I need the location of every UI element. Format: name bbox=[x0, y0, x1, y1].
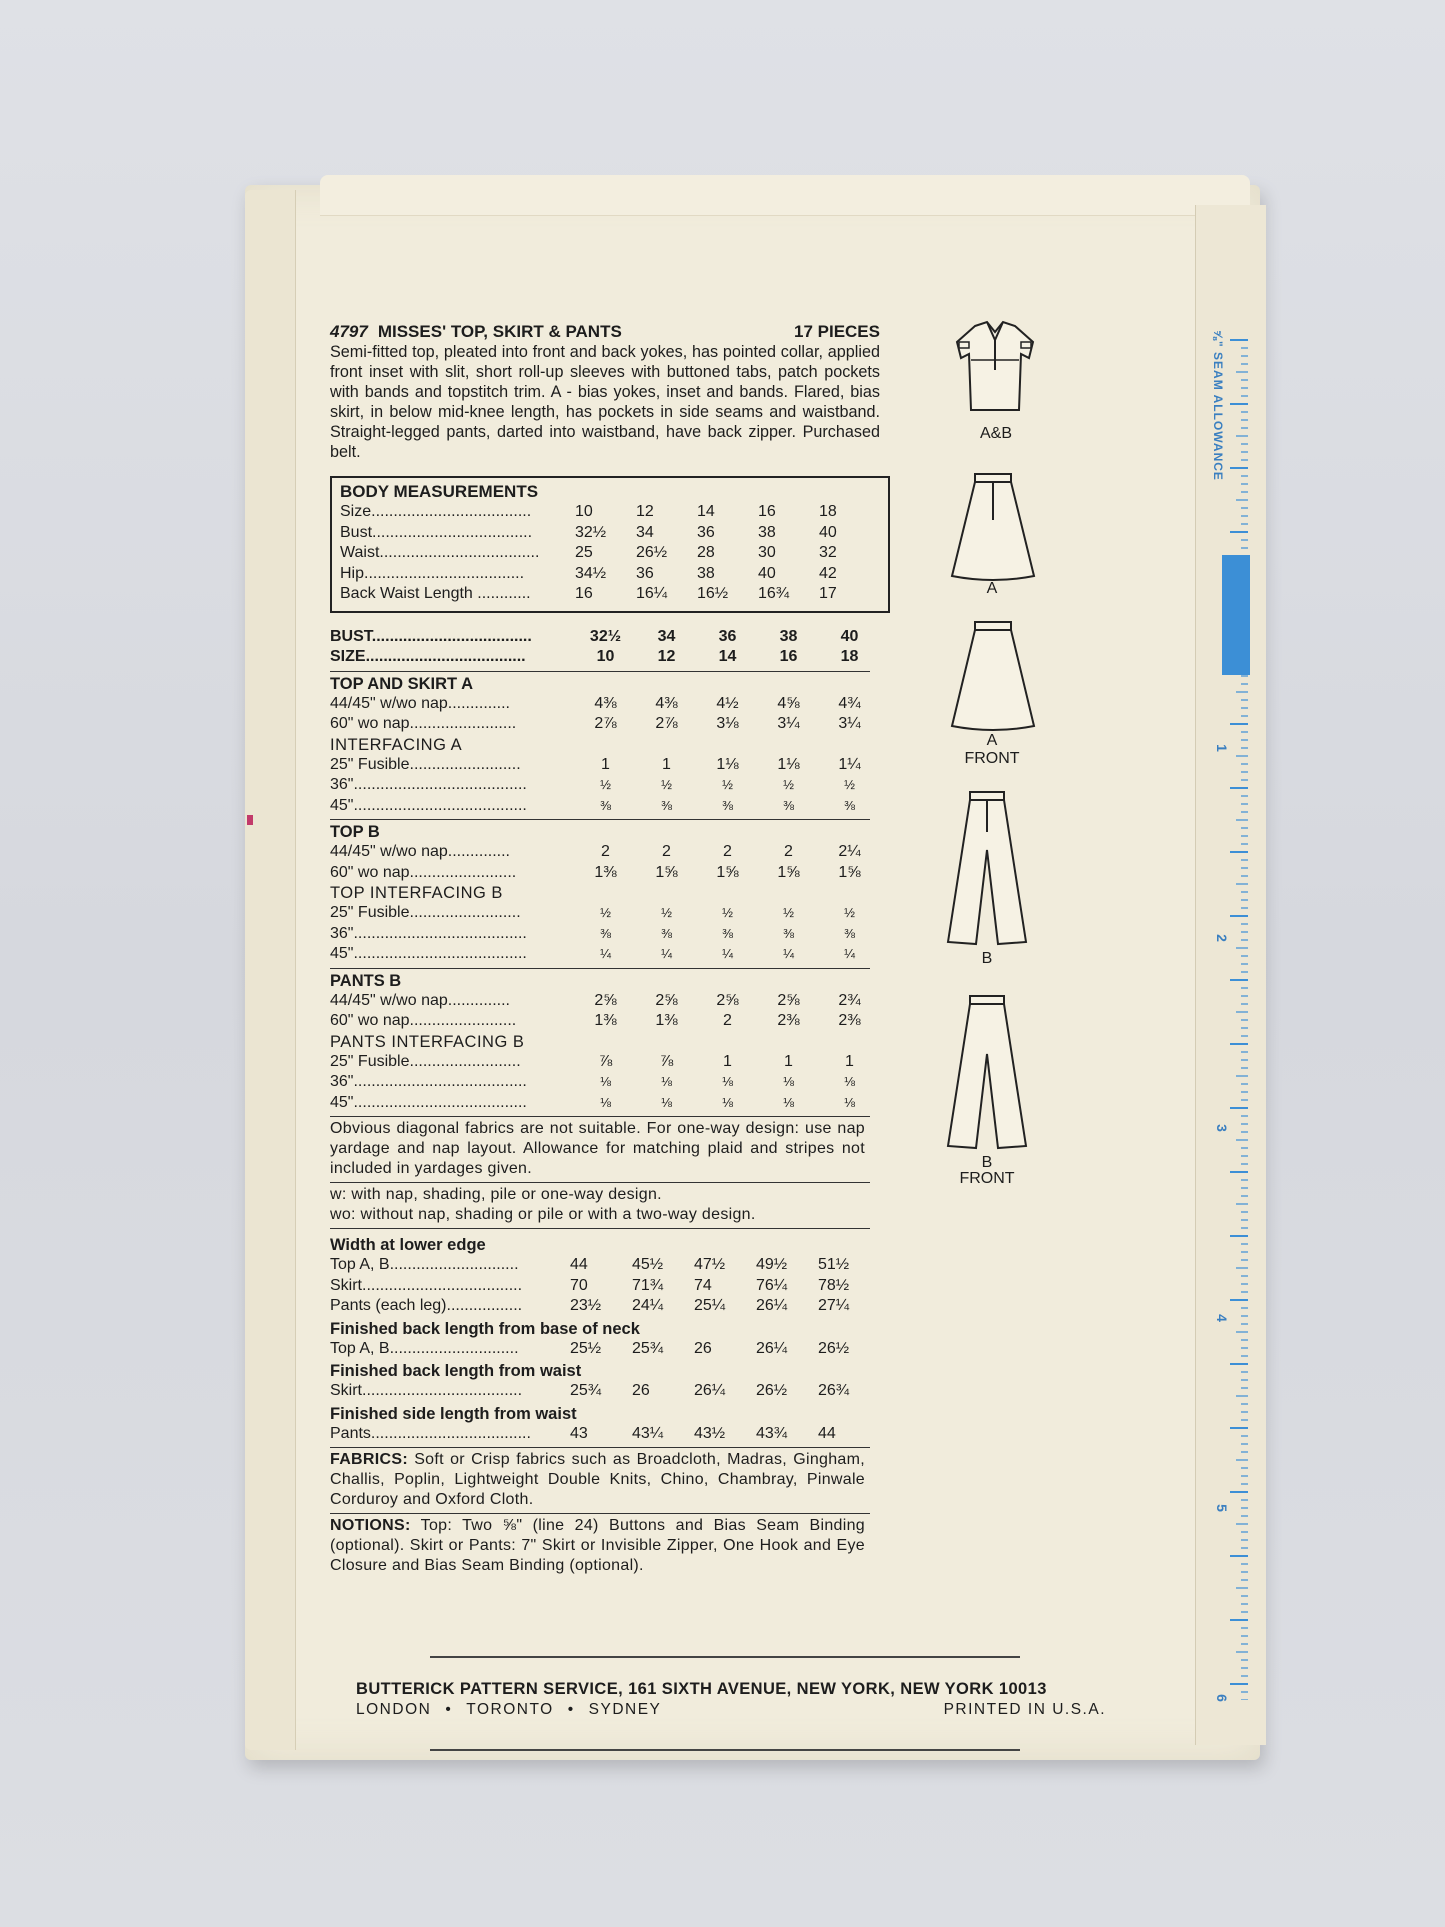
body-measurements-heading: BODY MEASUREMENTS bbox=[340, 482, 539, 501]
table-cell: 3¼ bbox=[777, 715, 800, 732]
ruler-number: 6 bbox=[1213, 1694, 1230, 1702]
row-values bbox=[575, 564, 880, 585]
top-sketch bbox=[945, 320, 1045, 425]
notions-text bbox=[330, 1516, 865, 1576]
table-cell: 16 bbox=[779, 648, 798, 665]
table-cell: 36 bbox=[718, 627, 737, 645]
row-label: 25" Fusible......................... bbox=[330, 904, 521, 921]
table-cell: 18 bbox=[840, 648, 859, 665]
table-cell: 40 bbox=[758, 564, 776, 582]
row-values bbox=[570, 1381, 880, 1402]
notions-list: Top: Two ⅝" (line 24) Buttons and Bias Seam Binding (optional). Skirt or Pants: 7" Skirt or Invisible Zipper, One Hook and Eye Closure and Bias Seam Binding (optional). bbox=[330, 1517, 865, 1574]
row-values bbox=[570, 1296, 880, 1317]
table-cell: 26¼ bbox=[694, 1382, 726, 1399]
table-cell: 26½ bbox=[636, 544, 668, 561]
footer bbox=[356, 1680, 1106, 1719]
table-row bbox=[330, 944, 880, 965]
table-cell: ⅜ bbox=[600, 925, 611, 941]
divider bbox=[330, 819, 870, 820]
table-cell: 2⅜ bbox=[777, 1012, 800, 1029]
row-values bbox=[575, 584, 880, 605]
table-row bbox=[330, 714, 880, 735]
row-label: Skirt.................................... bbox=[330, 1276, 523, 1294]
table-cell: 1 bbox=[723, 1052, 732, 1070]
table-cell: 3¼ bbox=[838, 715, 861, 732]
table-cell: 38 bbox=[779, 627, 798, 645]
section-title: PANTS INTERFACING B bbox=[330, 1032, 525, 1051]
row-values bbox=[575, 755, 880, 776]
row-label: Top A, B............................. bbox=[330, 1256, 519, 1273]
table-cell: ⅜ bbox=[722, 797, 733, 813]
table-cell: 24¼ bbox=[632, 1297, 664, 1314]
footer-city: • bbox=[567, 1701, 575, 1718]
table-cell: 34½ bbox=[575, 564, 607, 582]
table-cell: 1¼ bbox=[838, 755, 861, 773]
table-cell: 38 bbox=[758, 523, 776, 541]
table-cell: ½ bbox=[661, 777, 672, 792]
table-cell: 47½ bbox=[694, 1256, 726, 1273]
table-row bbox=[330, 1424, 880, 1445]
table-cell: 51½ bbox=[818, 1256, 850, 1273]
table-cell: ⅛ bbox=[661, 1074, 672, 1089]
pants-front-label-1: B bbox=[981, 1154, 993, 1171]
table-cell: 27¼ bbox=[818, 1297, 850, 1314]
pattern-description: Semi-fitted top, pleated into front and back yokes, has pointed collar, applied front inset with slit, short roll-up sleeves with buttoned tabs, patch pockets with bands and topstitch trim. A - bias yokes, inset and bands. Flared, bias skirt, in below mid-knee length, has pockets in side seams and waistband. Straight-legged pants, darted into waistband, have back zipper. Purchased belt. bbox=[330, 343, 880, 461]
table-cell: 1 bbox=[845, 1052, 854, 1070]
footer-city: SYDNEY bbox=[588, 1701, 662, 1718]
table-cell: ⅛ bbox=[783, 1074, 794, 1089]
table-cell: 4⅝ bbox=[777, 694, 800, 712]
footer-city: LONDON bbox=[356, 1701, 432, 1718]
table-cell: ⅜ bbox=[783, 925, 794, 941]
table-cell: 36 bbox=[636, 564, 654, 582]
table-row bbox=[330, 627, 880, 648]
table-cell: ½ bbox=[661, 905, 672, 920]
table-cell: 25¼ bbox=[694, 1297, 726, 1314]
table-cell: 1⅛ bbox=[716, 755, 739, 773]
table-cell: 43 bbox=[570, 1424, 588, 1442]
pattern-number: 4797 bbox=[330, 322, 368, 341]
table-cell: 16½ bbox=[697, 585, 729, 602]
table-cell: 4½ bbox=[716, 694, 739, 712]
table-cell: 14 bbox=[718, 648, 737, 665]
pants-front-label-2: FRONT bbox=[959, 1170, 1015, 1187]
row-values bbox=[570, 1424, 880, 1445]
divider bbox=[330, 1116, 870, 1117]
table-row bbox=[330, 755, 880, 776]
ruler-number: 1 bbox=[1213, 744, 1230, 752]
table-row bbox=[330, 1276, 880, 1297]
table-cell: 2 bbox=[723, 843, 732, 860]
table-cell: ½ bbox=[600, 905, 611, 920]
table-cell: 26 bbox=[632, 1382, 650, 1399]
table-cell: ⅛ bbox=[722, 1094, 733, 1110]
table-row bbox=[330, 991, 880, 1012]
table-cell: ⅜ bbox=[844, 925, 855, 941]
row-values bbox=[575, 1052, 880, 1073]
table-cell: 12 bbox=[657, 648, 676, 665]
divider bbox=[330, 1228, 870, 1229]
table-cell: ⅞ bbox=[659, 1052, 674, 1070]
table-cell: ½ bbox=[844, 777, 855, 792]
table-cell: 32½ bbox=[575, 523, 607, 541]
table-cell: 28 bbox=[697, 544, 715, 561]
row-label: Skirt.................................... bbox=[330, 1382, 523, 1399]
footer-rule-top bbox=[430, 1656, 1020, 1658]
table-cell: 2⅝ bbox=[716, 991, 739, 1009]
table-cell: ¼ bbox=[844, 946, 855, 961]
table-cell: 2⅝ bbox=[594, 991, 617, 1009]
row-values bbox=[575, 523, 880, 544]
pattern-title-row bbox=[330, 322, 880, 342]
table-cell: 36 bbox=[697, 523, 715, 541]
table-cell: ¼ bbox=[661, 946, 672, 961]
table-cell: ⅜ bbox=[722, 925, 733, 941]
fabrics-label: FABRICS: bbox=[330, 1451, 408, 1468]
table-cell: 16¼ bbox=[636, 585, 668, 602]
table-cell: 16 bbox=[575, 585, 593, 602]
table-cell: ⅜ bbox=[783, 797, 794, 813]
pattern-info bbox=[330, 322, 880, 1576]
row-label: 60" wo nap........................ bbox=[330, 863, 517, 881]
with-nap-note: w: with nap, shading, pile or one-way design. bbox=[330, 1186, 662, 1203]
row-label: Hip.................................... bbox=[340, 564, 525, 582]
row-values bbox=[575, 796, 880, 817]
table-cell: 2 bbox=[784, 843, 793, 860]
table-row bbox=[340, 523, 880, 544]
table-cell: 78½ bbox=[818, 1276, 850, 1294]
table-cell: 26¾ bbox=[818, 1382, 850, 1399]
table-cell: ⅛ bbox=[600, 1094, 611, 1110]
row-values bbox=[570, 1276, 880, 1297]
table-cell: 1⅜ bbox=[594, 863, 617, 881]
ruler-number: 2 bbox=[1213, 934, 1230, 942]
ruler-number: 5 bbox=[1213, 1504, 1230, 1512]
top-sketch-label: A&B bbox=[979, 425, 1012, 442]
table-cell: 1⅛ bbox=[777, 755, 800, 773]
table-cell: 2⅞ bbox=[655, 715, 678, 732]
row-label: 25" Fusible......................... bbox=[330, 755, 521, 773]
row-values bbox=[575, 627, 880, 648]
table-cell: ½ bbox=[722, 905, 733, 920]
footer-city: TORONTO bbox=[466, 1701, 554, 1718]
row-label: 44/45" w/wo nap.............. bbox=[330, 991, 510, 1009]
divider bbox=[330, 1447, 870, 1448]
ruler-blue-block bbox=[1222, 555, 1250, 675]
table-cell: 44 bbox=[570, 1256, 588, 1273]
notions-label: NOTIONS: bbox=[330, 1517, 411, 1534]
table-cell: 30 bbox=[758, 544, 776, 561]
table-cell: 2 bbox=[723, 1012, 732, 1029]
table-cell: 1⅜ bbox=[594, 1012, 617, 1029]
pants-front-sketch bbox=[942, 994, 1032, 1154]
table-cell: ½ bbox=[844, 905, 855, 920]
table-cell: 45½ bbox=[632, 1256, 664, 1273]
row-values bbox=[575, 1093, 880, 1114]
table-cell: 71¾ bbox=[632, 1276, 664, 1294]
table-row bbox=[330, 1296, 880, 1317]
table-cell: ⅜ bbox=[600, 797, 611, 813]
section-title: TOP INTERFACING B bbox=[330, 884, 503, 902]
row-label: 25" Fusible......................... bbox=[330, 1052, 521, 1070]
body-measurements-table bbox=[330, 476, 890, 613]
table-cell: 1⅝ bbox=[838, 863, 861, 881]
without-nap-note: wo: without nap, shading or pile or with a two-way design. bbox=[330, 1206, 756, 1223]
table-row bbox=[330, 647, 880, 668]
table-cell: 10 bbox=[596, 648, 615, 665]
table-cell: 76¼ bbox=[756, 1276, 788, 1294]
row-values bbox=[570, 1255, 880, 1276]
footer-rule-bottom bbox=[430, 1749, 1020, 1751]
row-values bbox=[575, 1011, 880, 1032]
table-cell: 1 bbox=[784, 1052, 793, 1070]
ruler-number: 4 bbox=[1213, 1314, 1230, 1322]
table-cell: 2 bbox=[601, 843, 610, 860]
table-cell: 2⅜ bbox=[838, 1012, 861, 1029]
table-cell: ⅛ bbox=[844, 1074, 855, 1089]
table-cell: 1⅝ bbox=[655, 863, 678, 881]
table-cell: 1 bbox=[601, 755, 610, 773]
divider bbox=[330, 1513, 870, 1514]
table-row bbox=[330, 775, 880, 796]
table-cell: 1⅜ bbox=[655, 1012, 678, 1029]
table-cell: 25¾ bbox=[632, 1339, 664, 1357]
row-label: Pants (each leg)................. bbox=[330, 1297, 523, 1314]
table-row bbox=[340, 543, 880, 564]
yardage-table bbox=[330, 627, 880, 1118]
table-cell: 18 bbox=[819, 503, 837, 520]
footer-address: BUTTERICK PATTERN SERVICE, 161 SIXTH AVENUE, NEW YORK, NEW YORK 10013 bbox=[356, 1680, 1047, 1698]
row-values bbox=[575, 863, 880, 884]
table-row bbox=[330, 1052, 880, 1073]
table-cell: 38 bbox=[697, 564, 715, 582]
table-cell: 4⅜ bbox=[594, 694, 617, 712]
table-cell: ½ bbox=[600, 777, 611, 792]
section-title: TOP AND SKIRT A bbox=[330, 674, 474, 693]
row-label: 44/45" w/wo nap.............. bbox=[330, 843, 510, 860]
envelope-left-flap bbox=[245, 190, 296, 1750]
table-cell: ⅜ bbox=[661, 925, 672, 941]
row-values bbox=[575, 714, 880, 735]
table-cell: 16 bbox=[758, 503, 776, 520]
finished-heading: Finished side length from waist bbox=[330, 1404, 577, 1423]
table-cell: 17 bbox=[819, 585, 837, 602]
footer-line-2 bbox=[356, 1701, 1106, 1719]
table-cell: ¼ bbox=[600, 946, 611, 961]
skirt-front-sketch bbox=[948, 620, 1038, 732]
table-row bbox=[330, 1381, 880, 1402]
row-label: Size.................................... bbox=[340, 503, 532, 520]
row-values bbox=[575, 1072, 880, 1093]
fabrics-text bbox=[330, 1450, 865, 1510]
divider bbox=[330, 1182, 870, 1183]
skirt-front-label-1: A bbox=[986, 732, 998, 749]
table-row bbox=[330, 924, 880, 945]
row-values bbox=[575, 924, 880, 945]
table-cell: 40 bbox=[840, 627, 859, 645]
pants-back-sketch bbox=[942, 790, 1032, 950]
envelope-top-flap bbox=[320, 175, 1250, 216]
table-row bbox=[330, 796, 880, 817]
table-cell: 26½ bbox=[818, 1339, 850, 1357]
finished-heading: Finished back length from base of neck bbox=[330, 1319, 640, 1338]
table-cell: ¼ bbox=[722, 946, 733, 961]
table-row bbox=[340, 502, 880, 523]
table-row bbox=[330, 1011, 880, 1032]
table-cell: ¼ bbox=[783, 946, 794, 961]
seam-ruler bbox=[1218, 330, 1248, 1700]
row-label: SIZE.................................... bbox=[330, 648, 526, 665]
table-cell: 23½ bbox=[570, 1297, 602, 1314]
row-label: Bust.................................... bbox=[340, 523, 533, 541]
table-cell: 26½ bbox=[756, 1382, 788, 1399]
row-values bbox=[575, 944, 880, 965]
table-cell: 26¼ bbox=[756, 1339, 788, 1357]
table-cell: 12 bbox=[636, 503, 654, 520]
table-cell: 4¾ bbox=[838, 694, 861, 712]
table-cell: ⅛ bbox=[600, 1074, 611, 1089]
table-cell: ⅛ bbox=[783, 1094, 794, 1110]
table-cell: 2¾ bbox=[838, 991, 861, 1009]
table-cell: 2¼ bbox=[838, 843, 861, 860]
table-cell: 1 bbox=[662, 755, 671, 773]
table-cell: 43½ bbox=[694, 1424, 726, 1442]
table-cell: 2 bbox=[662, 843, 671, 860]
table-cell: 32 bbox=[819, 544, 837, 561]
row-label: 36"....................................... bbox=[330, 776, 527, 793]
table-cell: ⅞ bbox=[598, 1052, 613, 1070]
table-cell: ⅜ bbox=[661, 797, 672, 813]
table-cell: ⅜ bbox=[844, 797, 855, 813]
pattern-pieces: 17 PIECES bbox=[794, 322, 880, 341]
divider bbox=[330, 968, 870, 969]
table-cell: ⅛ bbox=[661, 1094, 672, 1110]
row-values bbox=[575, 775, 880, 796]
divider bbox=[330, 671, 870, 672]
table-cell: ½ bbox=[783, 905, 794, 920]
table-cell: 49½ bbox=[756, 1256, 788, 1273]
table-row bbox=[330, 863, 880, 884]
table-cell: 70 bbox=[570, 1276, 588, 1294]
seam-allowance-label: ⅝" SEAM ALLOWANCE bbox=[1211, 330, 1225, 481]
table-cell: ⅛ bbox=[722, 1074, 733, 1089]
table-cell: 32½ bbox=[589, 627, 622, 645]
row-label: 36"....................................... bbox=[330, 1073, 527, 1090]
skirt-front-label-2: FRONT bbox=[964, 750, 1020, 767]
row-label: 45"....................................... bbox=[330, 945, 527, 962]
table-cell: 25½ bbox=[570, 1339, 602, 1357]
finished-heading: Finished back length from waist bbox=[330, 1362, 582, 1380]
table-row bbox=[330, 1072, 880, 1093]
table-cell: 44 bbox=[818, 1424, 836, 1442]
skirt-back-sketch bbox=[948, 472, 1038, 582]
row-values bbox=[575, 903, 880, 924]
table-cell: 2⅝ bbox=[777, 991, 800, 1009]
table-cell: 25¾ bbox=[570, 1382, 602, 1399]
row-values bbox=[575, 694, 880, 715]
table-row bbox=[330, 1339, 880, 1360]
row-label: 45"....................................... bbox=[330, 796, 527, 814]
table-cell: 42 bbox=[819, 564, 837, 582]
table-row bbox=[330, 842, 880, 863]
table-cell: 4⅜ bbox=[655, 694, 678, 712]
row-label: 60" wo nap........................ bbox=[330, 715, 517, 732]
row-values bbox=[570, 1339, 880, 1360]
row-label: BUST.................................... bbox=[330, 627, 532, 645]
row-values bbox=[575, 543, 880, 564]
table-cell: 34 bbox=[636, 523, 654, 541]
section-title: PANTS B bbox=[330, 971, 402, 990]
table-row bbox=[340, 584, 880, 605]
row-label: 45"....................................... bbox=[330, 1093, 527, 1111]
row-label: Pants.................................... bbox=[330, 1424, 531, 1442]
skirt-back-label: A bbox=[986, 580, 998, 597]
pink-mark bbox=[247, 815, 253, 825]
fabrics-list: Soft or Crisp fabrics such as Broadcloth, Madras, Gingham, Challis, Poplin, Lightweight Double Knits, Chino, Chambray, Pinwale Corduroy and Oxford Cloth. bbox=[330, 1451, 865, 1508]
table-cell: 2⅞ bbox=[594, 715, 617, 732]
table-cell: ½ bbox=[783, 777, 794, 792]
table-cell: ½ bbox=[722, 777, 733, 792]
table-cell: 40 bbox=[819, 523, 837, 541]
table-cell: 43¾ bbox=[756, 1424, 788, 1442]
finished-measurements bbox=[330, 1235, 880, 1444]
table-cell: 1⅝ bbox=[716, 863, 739, 881]
table-row bbox=[330, 1093, 880, 1114]
row-values bbox=[575, 842, 880, 863]
row-values bbox=[575, 991, 880, 1012]
row-label: Top A, B............................. bbox=[330, 1339, 519, 1357]
footer-printed: PRINTED IN U.S.A. bbox=[943, 1701, 1106, 1718]
table-cell: 25 bbox=[575, 544, 593, 561]
footer-city: • bbox=[445, 1701, 453, 1718]
table-cell: 43¼ bbox=[632, 1424, 664, 1442]
table-cell: 16¾ bbox=[758, 585, 790, 602]
table-cell: 26 bbox=[694, 1339, 712, 1357]
row-values bbox=[575, 502, 880, 523]
table-row bbox=[330, 903, 880, 924]
row-label: 44/45" w/wo nap.............. bbox=[330, 694, 510, 712]
table-cell: 14 bbox=[697, 503, 715, 520]
table-cell: 2⅝ bbox=[655, 991, 678, 1009]
row-label: 36"....................................... bbox=[330, 924, 527, 942]
pattern-title: MISSES' TOP, SKIRT & PANTS bbox=[377, 322, 622, 341]
table-cell: 34 bbox=[657, 627, 676, 645]
table-row bbox=[330, 1255, 880, 1276]
footer-cities bbox=[356, 1701, 675, 1719]
table-cell: 74 bbox=[694, 1276, 712, 1294]
table-cell: ⅛ bbox=[844, 1094, 855, 1110]
table-cell: 26¼ bbox=[756, 1297, 788, 1314]
section-title: TOP B bbox=[330, 823, 380, 841]
row-label: 60" wo nap........................ bbox=[330, 1012, 517, 1029]
table-row bbox=[330, 694, 880, 715]
finished-heading: Width at lower edge bbox=[330, 1236, 486, 1254]
ruler-number: 3 bbox=[1213, 1124, 1230, 1132]
diagonal-note: Obvious diagonal fabrics are not suitable. For one-way design: use nap yardage and nap layout. Allowance for matching plaid and stripes not included in yardages given. bbox=[330, 1120, 865, 1177]
table-cell: 10 bbox=[575, 503, 593, 520]
row-label: Waist.................................... bbox=[340, 544, 540, 561]
table-cell: 3⅛ bbox=[716, 715, 739, 732]
row-values bbox=[575, 647, 880, 668]
table-cell: 1⅝ bbox=[777, 863, 800, 881]
table-row bbox=[340, 564, 880, 585]
section-title: INTERFACING A bbox=[330, 735, 463, 754]
pants-back-label: B bbox=[981, 950, 993, 967]
row-label: Back Waist Length ............ bbox=[340, 585, 531, 602]
